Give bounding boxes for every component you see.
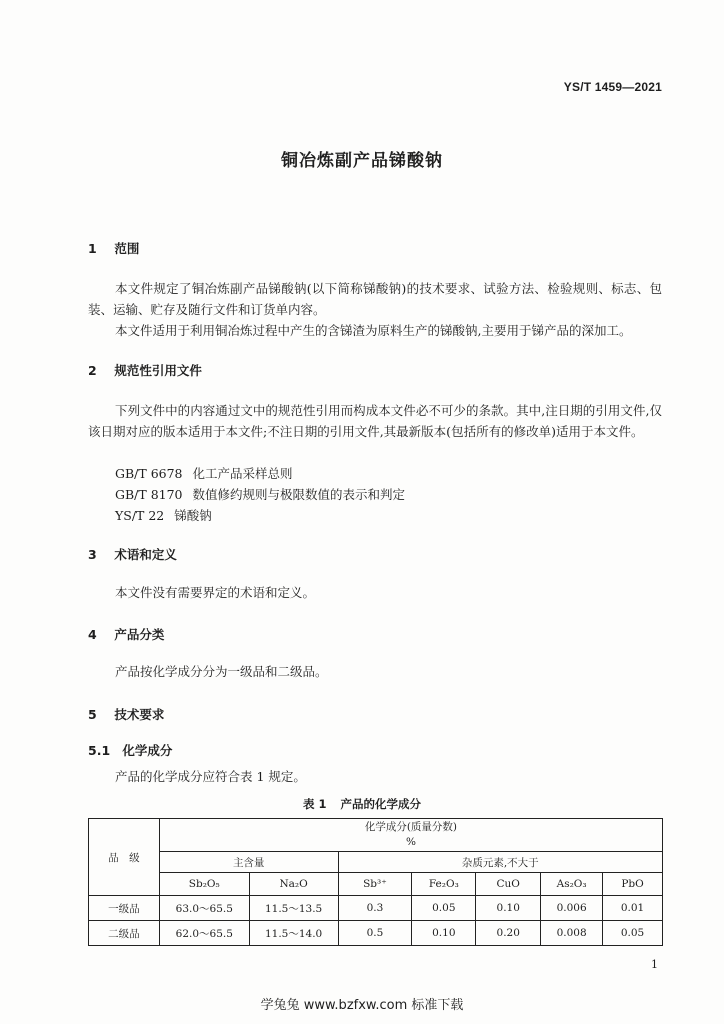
reference-code: GB/T 8170	[115, 487, 183, 502]
table-cell: 0.3	[338, 896, 412, 921]
footer-watermark: 学兔兔 www.bzfxw.com 标准下载	[260, 998, 464, 1013]
section-5-heading	[88, 705, 164, 723]
section-number: 5.1	[88, 743, 111, 758]
standard-code: YS/T 1459—2021	[563, 80, 662, 94]
grade-cell: 一级品	[89, 896, 160, 921]
document-title: 铜冶炼副产品锑酸钠	[281, 151, 443, 171]
normative-reference	[115, 505, 212, 526]
table-cell: 63.0～65.5	[159, 896, 249, 921]
section-1-paragraph-1: 本文件规定了铜冶炼副产品锑酸钠(以下简称锑酸钠)的技术要求、试验方法、检验规则、标志、包装、运输、贮存及随行文件和订货单内容。	[88, 281, 662, 317]
section-title: 技术要求	[114, 707, 165, 722]
table-header-row	[89, 852, 663, 873]
section-3-paragraph-1: 本文件没有需要界定的术语和定义。	[115, 585, 316, 600]
column-header: CuO	[476, 873, 541, 896]
section-5-1-heading	[88, 741, 172, 759]
section-number: 2	[88, 363, 97, 378]
table-cell: 0.05	[603, 921, 663, 946]
reference-title: 数值修约规则与极限数值的表示和判定	[192, 487, 406, 502]
column-header: Sb³⁺	[338, 873, 412, 896]
impurity-header: 杂质元素,不大于	[338, 852, 662, 873]
reference-title: 化工产品采样总则	[192, 466, 293, 481]
section-1-paragraph-2: 本文件适用于利用铜冶炼过程中产生的含锑渣为原料生产的锑酸钠,主要用于锑产品的深加工。	[115, 323, 632, 338]
section-3-heading	[88, 545, 177, 563]
section-1-heading	[88, 239, 139, 257]
column-header: PbO	[603, 873, 663, 896]
section-number: 4	[88, 627, 97, 642]
section-title: 范围	[114, 241, 140, 256]
composition-header-label: 化学成分(质量分数)	[364, 821, 458, 833]
section-title: 化学成分	[122, 743, 173, 758]
section-2-heading	[88, 361, 202, 379]
section-number: 3	[88, 547, 97, 562]
composition-header	[159, 819, 662, 852]
section-2-paragraph-1: 下列文件中的内容通过文中的规范性引用而构成本文件必不可少的条款。其中,注日期的引用文件,仅该日期对应的版本适用于本文件;不注日期的引用文件,其最新版本(包括所有的修改单)适用于本文件。	[88, 403, 662, 439]
column-header: Na₂O	[249, 873, 338, 896]
section-title: 规范性引用文件	[114, 363, 202, 378]
section-title: 术语和定义	[114, 547, 177, 562]
normative-reference	[115, 463, 293, 484]
reference-code: YS/T 22	[115, 508, 165, 523]
page-number: 1	[651, 958, 658, 971]
table-cell: 0.10	[412, 921, 476, 946]
section-4-heading	[88, 625, 164, 643]
section-5-1-paragraph-1: 产品的化学成分应符合表 1 规定。	[115, 769, 306, 784]
column-header: Fe₂O₃	[412, 873, 476, 896]
grade-cell: 二级品	[89, 921, 160, 946]
section-4-paragraph-1: 产品按化学成分分为一级品和二级品。	[115, 664, 328, 679]
table-title: 产品的化学成分	[340, 797, 421, 811]
table-cell: 11.5～13.5	[249, 896, 338, 921]
composition-unit: %	[405, 836, 416, 848]
section-title: 产品分类	[114, 627, 165, 642]
table-cell: 11.5～14.0	[249, 921, 338, 946]
normative-reference	[115, 484, 405, 505]
table-cell: 0.05	[412, 896, 476, 921]
reference-code: GB/T 6678	[115, 466, 183, 481]
table-column-row	[89, 873, 663, 896]
grade-header: 品 级	[89, 819, 160, 896]
table-header-row	[89, 819, 663, 852]
table-label: 表 1	[302, 797, 327, 811]
column-header: Sb₂O₅	[159, 873, 249, 896]
table-cell: 62.0～65.5	[159, 921, 249, 946]
table-row	[89, 921, 663, 946]
table-caption	[0, 796, 724, 812]
table-cell: 0.01	[603, 896, 663, 921]
chemical-composition-table	[88, 818, 663, 946]
table-cell: 0.5	[338, 921, 412, 946]
table-cell: 0.10	[476, 896, 541, 921]
table-row	[89, 896, 663, 921]
section-number: 5	[88, 707, 97, 722]
section-number: 1	[88, 241, 97, 256]
table-cell: 0.20	[476, 921, 541, 946]
table-cell: 0.006	[541, 896, 603, 921]
column-header: As₂O₃	[541, 873, 603, 896]
main-content-header: 主含量	[159, 852, 338, 873]
reference-title: 锑酸钠	[174, 508, 212, 523]
table-cell: 0.008	[541, 921, 603, 946]
